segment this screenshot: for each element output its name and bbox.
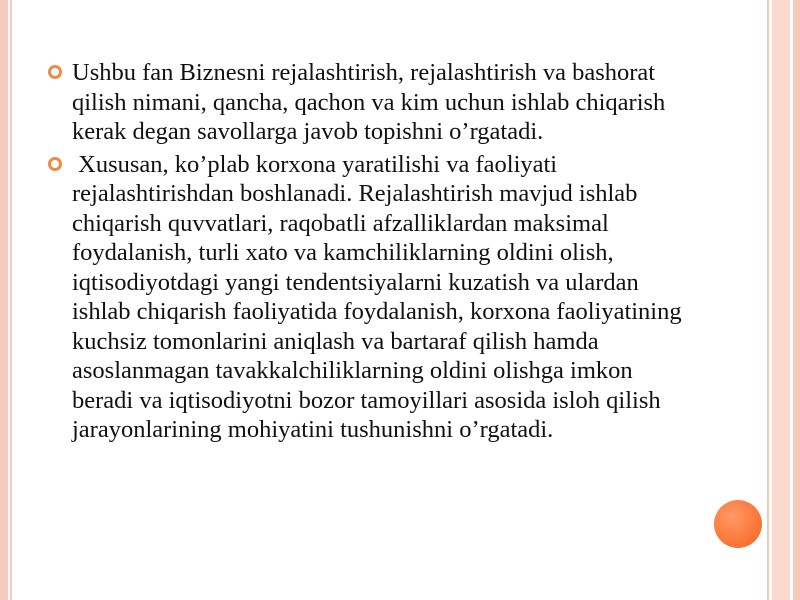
slide-body bbox=[48, 58, 688, 448]
left-border-line bbox=[10, 0, 12, 600]
right-border-band bbox=[772, 0, 790, 600]
right-border-line bbox=[767, 0, 769, 600]
right-border-decoration bbox=[793, 0, 800, 600]
bullet-text: Xususan, ko’plab korxona yaratilishi va faoliyati rejalashtirishdan boshlanadi. Rejalashtirish mavjud ishlab chiqarish quvvatlari, raqobatli afzalliklardan maksimal foydalanish, turli xato va kamchiliklarning oldini olish, iqtisodiyotdagi yangi tendentsiyalarni kuzatish va ulardan ishlab chiqarish faoliyatida foydalanish, korxona faoliyatining kuchsiz tomonlarini aniqlash va bartaraf qilish hamda asoslanmagan tavakkalchiliklarning oldini olishga imkon beradi va iqtisodiyotni bozor tamoyillari asosida isloh qilish jarayonlarining mohiyatini tushunishni o’rgatadi. bbox=[72, 150, 688, 443]
bullet-item bbox=[48, 58, 688, 147]
orange-circle-decoration bbox=[714, 500, 762, 548]
circle-bullet-icon bbox=[48, 157, 62, 171]
bullet-text: Ushbu fan Biznesni rejalashtirish, rejalashtirish va bashorat qilish nimani, qancha, qachon va kim uchun ishlab chiqarish kerak degan savollarga javob topishni o’rgatadi. bbox=[72, 59, 672, 145]
bullet-item bbox=[48, 150, 688, 445]
circle-bullet-icon bbox=[48, 65, 62, 79]
left-border-decoration bbox=[0, 0, 8, 600]
